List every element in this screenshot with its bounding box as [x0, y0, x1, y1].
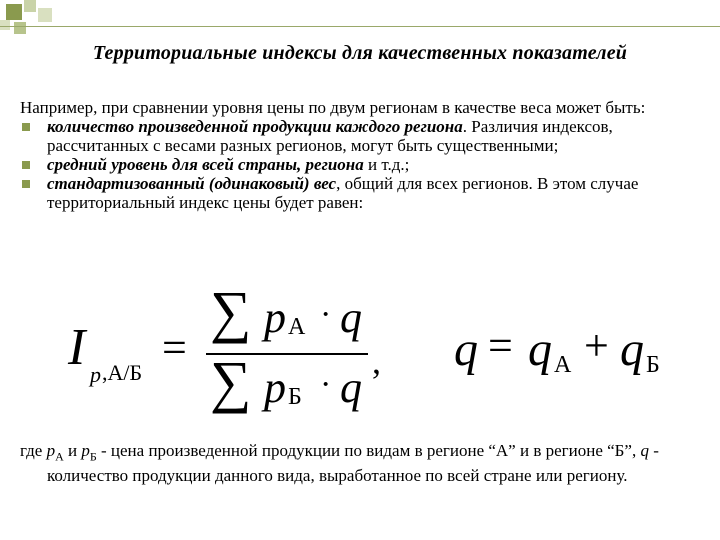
formula-comma: ,: [372, 341, 381, 381]
formula-sum-sign: ∑: [210, 279, 252, 344]
formula-quantity-symbol: q: [340, 293, 362, 342]
footnote-text: - цена произведенной продукции по видам в регионе “А” и в регионе “Б”,: [96, 441, 641, 460]
footnote-price-a: p: [46, 441, 56, 460]
slide-title: Территориальные индексы для качественных показателей: [92, 42, 628, 64]
bullet-text: и т.д.;: [363, 155, 410, 174]
formula-index-symbol: I: [68, 319, 86, 376]
deco-square: [24, 0, 36, 12]
formula-equals: =: [488, 321, 513, 370]
footnote-prefix: где: [20, 441, 47, 460]
footnote-price-b-subscript: Б: [89, 449, 97, 464]
bullet-item: [20, 117, 700, 155]
bullet-text: , общий для всех регионов. В этом случае территориальный индекс цены будет равен:: [47, 174, 639, 212]
formula-q-symbol: q: [528, 323, 552, 376]
formula-index-subscript-p: p: [90, 362, 101, 387]
slide-decoration: [0, 0, 720, 40]
formula-price-symbol: p: [264, 293, 286, 342]
header-rule: [0, 26, 720, 27]
footnote-price-b: p: [81, 441, 90, 460]
formula-q-symbol: q: [454, 323, 478, 376]
formula-subscript-a: А: [554, 352, 572, 378]
footnote-text: - количество продукции данного вида, выработанное по всей стране или региону.: [47, 441, 659, 486]
formula-quantity-symbol: q: [340, 363, 362, 412]
deco-square: [38, 8, 52, 22]
deco-square: [0, 20, 10, 30]
formula-q-symbol: q: [620, 323, 644, 376]
bullet-item: [20, 155, 700, 174]
square-bullet-icon: [22, 123, 30, 131]
footnote: [20, 441, 700, 485]
formula-subscript-b: Б: [288, 384, 302, 410]
formula-dot: ·: [320, 366, 332, 403]
footnote-q: q: [640, 441, 649, 460]
footnote-paragraph: [20, 441, 700, 485]
formula-subscript-b: Б: [646, 352, 660, 378]
bullet-emphasis: количество произведенной продукции каждого региона: [47, 117, 463, 136]
bullet-text: . Различия индексов, рассчитанных с весами разных регионов, могут быть существенными;: [47, 117, 613, 155]
body-text: [20, 98, 700, 212]
formula-equals: =: [162, 323, 187, 372]
footnote-price-a-subscript: A: [55, 449, 64, 464]
formula-price-symbol: p: [264, 363, 286, 412]
formula-subscript-a: А: [288, 314, 306, 340]
intro-paragraph: Например, при сравнении уровня цены по двум регионам в качестве веса может быть:: [20, 98, 646, 117]
formula-dot: ·: [320, 296, 332, 333]
footnote-and: и: [63, 441, 82, 460]
deco-square: [6, 4, 22, 20]
bullet-item: [20, 174, 700, 212]
price-index-formula: [60, 279, 680, 424]
square-bullet-icon: [22, 161, 30, 169]
formula-plus: +: [584, 321, 609, 370]
formula-index-subscript: ,А/Б: [102, 360, 143, 385]
bullet-emphasis: стандартизованный (одинаковый) вес: [47, 174, 337, 193]
formula-sum-sign: ∑: [210, 349, 252, 414]
bullet-emphasis: средний уровень для всей страны, региона: [47, 155, 364, 174]
square-bullet-icon: [22, 180, 30, 188]
deco-square: [14, 22, 26, 34]
